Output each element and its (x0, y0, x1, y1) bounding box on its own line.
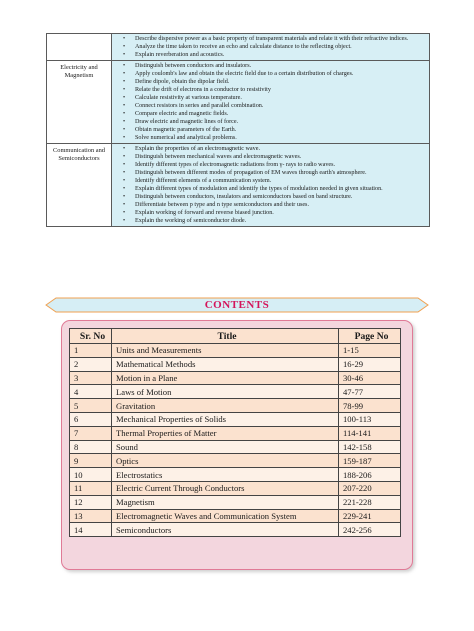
objective-point (115, 102, 426, 110)
bullet-icon: • (123, 154, 126, 160)
bullet-icon: • (123, 119, 126, 125)
objective-point-text: Distinguish between conductors, insulators and semiconductors based on band structure. (135, 194, 353, 200)
contents-sr-no: 5 (70, 399, 112, 413)
objective-point-text: Explain reverberation and acoustics. (135, 52, 225, 58)
contents-chapter-title: Electric Current Through Conductors (112, 481, 339, 495)
objective-point-text: Explain the properties of an electromagnetic wave. (135, 146, 260, 152)
header-title: Title (112, 329, 339, 344)
contents-page-range: 47-77 (339, 385, 401, 399)
objective-point-text: Draw electric and magnetic lines of force. (135, 119, 239, 125)
contents-sr-no: 9 (70, 454, 112, 468)
bullet-icon: • (123, 44, 126, 50)
contents-row (70, 385, 401, 399)
objective-point (115, 94, 426, 102)
objective-point (115, 70, 426, 78)
objective-row (47, 34, 430, 61)
contents-row (70, 426, 401, 440)
contents-page-range: 188-206 (339, 468, 401, 482)
header-page-no: Page No (339, 329, 401, 344)
objective-point (115, 43, 426, 51)
objective-point (115, 201, 426, 209)
objective-point-text: Identify different elements of a communication system. (135, 178, 272, 184)
contents-sr-no: 6 (70, 412, 112, 426)
bullet-icon: • (123, 170, 126, 176)
contents-page-range: 100-113 (339, 412, 401, 426)
contents-row (70, 412, 401, 426)
objective-point (115, 177, 426, 185)
contents-table (69, 328, 401, 537)
bullet-icon: • (123, 127, 126, 133)
objective-point (115, 35, 426, 43)
contents-chapter-title: Magnetism (112, 495, 339, 509)
bullet-icon: • (123, 36, 126, 42)
contents-page-range: 221-228 (339, 495, 401, 509)
objective-point-text: Apply coulomb's law and obtain the electric field due to a certain distribution of charges. (135, 71, 354, 77)
contents-box (61, 320, 413, 570)
contents-row (70, 468, 401, 482)
contents-sr-no: 10 (70, 468, 112, 482)
objective-point-text: Distinguish between conductors and insulators. (135, 63, 252, 69)
objective-point (115, 193, 426, 201)
contents-row (70, 523, 401, 537)
contents-chapter-title: Gravitation (112, 399, 339, 413)
objective-point-text: Compare electric and magnetic fields. (135, 111, 229, 117)
header-sr-no: Sr. No (70, 329, 112, 344)
contents-row (70, 357, 401, 371)
contents-row (70, 344, 401, 358)
contents-sr-no: 4 (70, 385, 112, 399)
objective-point (115, 51, 426, 59)
objective-points (112, 61, 430, 144)
objective-point (115, 134, 426, 142)
contents-sr-no: 12 (70, 495, 112, 509)
objective-point-text: Connect resistors in series and parallel combination. (135, 103, 264, 109)
objectives-table (46, 33, 430, 227)
contents-page-range: 229-241 (339, 509, 401, 523)
objective-point-text: Solve numerical and analytical problems. (135, 135, 237, 141)
objective-point-text: Distinguish between mechanical waves and electromagnetic waves. (135, 154, 302, 160)
objective-point (115, 62, 426, 70)
contents-row (70, 481, 401, 495)
contents-chapter-title: Sound (112, 440, 339, 454)
contents-sr-no: 14 (70, 523, 112, 537)
contents-row (70, 399, 401, 413)
objective-point (115, 86, 426, 94)
objective-point (115, 153, 426, 161)
objective-point (115, 126, 426, 134)
contents-chapter-title: Motion in a Plane (112, 371, 339, 385)
objective-point (115, 78, 426, 86)
contents-sr-no: 7 (70, 426, 112, 440)
bullet-icon: • (123, 52, 126, 58)
bullet-icon: • (123, 95, 126, 101)
bullet-icon: • (123, 135, 126, 141)
objective-point-text: Explain different types of modulation and identify the types of modulation needed in given situation. (135, 186, 383, 192)
contents-title: CONTENTS (204, 299, 270, 311)
objective-point-text: Obtain magnetic parameters of the Earth. (135, 127, 237, 133)
contents-chapter-title: Electromagnetic Waves and Communication System (112, 509, 339, 523)
bullet-icon: • (123, 210, 126, 216)
objective-row (47, 61, 430, 144)
contents-chapter-title: Optics (112, 454, 339, 468)
contents-page-range: 114-141 (339, 426, 401, 440)
bullet-icon: • (123, 218, 126, 224)
contents-chapter-title: Units and Measurements (112, 344, 339, 358)
contents-sr-no: 8 (70, 440, 112, 454)
objective-point (115, 145, 426, 153)
objective-point (115, 118, 426, 126)
contents-sr-no: 11 (70, 481, 112, 495)
bullet-icon: • (123, 71, 126, 77)
objective-point-text: Distinguish between different modes of propagation of EM waves through earth's atmosphere. (135, 170, 367, 176)
objective-point-text: Calculate resistivity at various temperature. (135, 95, 242, 101)
objective-point-text: Identify different types of electromagnetic radiations from γ- rays to radio waves. (135, 162, 336, 168)
bullet-icon: • (123, 178, 126, 184)
contents-banner (45, 297, 429, 313)
objective-point (115, 209, 426, 217)
contents-page-range: 30-46 (339, 371, 401, 385)
contents-row (70, 454, 401, 468)
objective-point-text: Explain working of forward and reverse biased junction. (135, 210, 274, 216)
objective-subject: Electricity and Magnetism (47, 61, 112, 144)
objective-point (115, 161, 426, 169)
objective-points (112, 144, 430, 227)
bullet-icon: • (123, 63, 126, 69)
bullet-icon: • (123, 87, 126, 93)
objective-point-text: Describe dispersive power as a basic property of transparent materials and relate it with their refractive indices. (135, 36, 409, 42)
bullet-icon: • (123, 202, 126, 208)
objective-points (112, 34, 430, 61)
contents-page-range: 16-29 (339, 357, 401, 371)
objective-subject: Communication and Semiconductors (47, 144, 112, 227)
objective-row (47, 144, 430, 227)
contents-page-range: 78-99 (339, 399, 401, 413)
contents-sr-no: 13 (70, 509, 112, 523)
contents-sr-no: 3 (70, 371, 112, 385)
contents-row (70, 495, 401, 509)
objective-point-text: Analyze the time taken to receive an echo and calculate distance to the reflecting object. (135, 44, 352, 50)
objective-point (115, 169, 426, 177)
contents-chapter-title: Semiconductors (112, 523, 339, 537)
contents-page-range: 142-158 (339, 440, 401, 454)
contents-sr-no: 2 (70, 357, 112, 371)
bullet-icon: • (123, 162, 126, 168)
contents-page-range: 207-220 (339, 481, 401, 495)
contents-chapter-title: Electrostatics (112, 468, 339, 482)
contents-page-range: 242-256 (339, 523, 401, 537)
contents-sr-no: 1 (70, 344, 112, 358)
bullet-icon: • (123, 111, 126, 117)
contents-header-row (70, 329, 401, 344)
bullet-icon: • (123, 103, 126, 109)
objective-point-text: Explain the working of semiconductor diode. (135, 218, 247, 224)
objective-point (115, 185, 426, 193)
bullet-icon: • (123, 194, 126, 200)
contents-chapter-title: Mechanical Properties of Solids (112, 412, 339, 426)
objective-point-text: Relate the drift of electrons in a conductor to resistivity (135, 87, 271, 93)
contents-chapter-title: Thermal Properties of Matter (112, 426, 339, 440)
contents-row (70, 440, 401, 454)
contents-row (70, 509, 401, 523)
objective-point-text: Define dipole, obtain the dipolar field. (135, 79, 230, 85)
objective-subject (47, 34, 112, 61)
objective-point (115, 217, 426, 225)
bullet-icon: • (123, 186, 126, 192)
objective-point-text: Differentiate between p type and n type semiconductors and their uses. (135, 202, 309, 208)
bullet-icon: • (123, 146, 126, 152)
contents-page-range: 159-187 (339, 454, 401, 468)
contents-page-range: 1-15 (339, 344, 401, 358)
bullet-icon: • (123, 79, 126, 85)
contents-row (70, 371, 401, 385)
objective-point (115, 110, 426, 118)
contents-chapter-title: Mathematical Methods (112, 357, 339, 371)
contents-chapter-title: Laws of Motion (112, 385, 339, 399)
